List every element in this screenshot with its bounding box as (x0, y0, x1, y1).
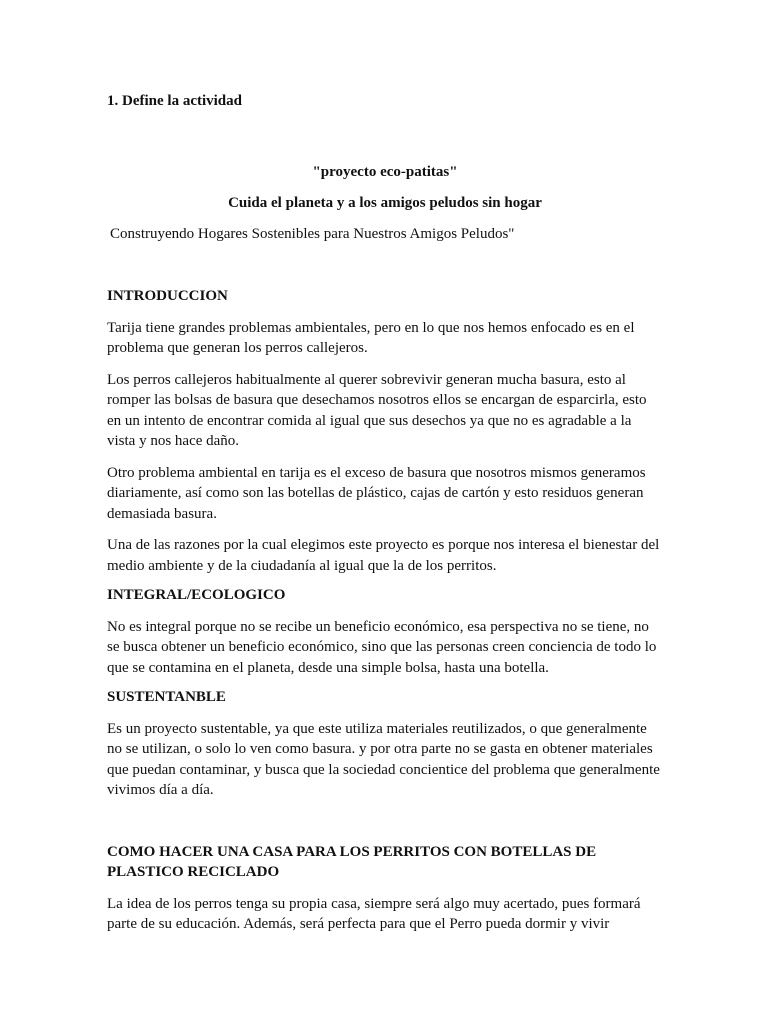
intro-paragraph: Los perros callejeros habitualmente al querer sobrevivir generan mucha basura, esto al romper las bolsas de basura que desechamos nosotros ellos se encargan de esparcirla, esto en un intento de encontrar comida al igual que sus desechos ya que no es agradable a la vista y nos hace daño. (107, 371, 647, 449)
project-title: "proyecto eco-patitas" (312, 163, 458, 180)
document-content (107, 91, 663, 935)
intro-paragraph: Otro problema ambiental en tarija es el exceso de basura que nosotros mismos generamos diariamente, así como son las botellas de plástico, cajas de cartón y esto residuos generan demasiada basura. (107, 464, 646, 522)
integral-heading: INTEGRAL/ECOLOGICO (107, 587, 286, 603)
project-subtitle: Construyendo Hogares Sostenibles para Nuestros Amigos Peludos" (110, 225, 515, 242)
intro-paragraph: Tarija tiene grandes problemas ambientales, pero en lo que nos hemos enfocado es en el problema que generan los perros callejeros. (107, 319, 635, 356)
sustentable-heading: SUSTENTANBLE (107, 689, 226, 705)
project-tagline: Cuida el planeta y a los amigos peludos sin hogar (228, 195, 542, 211)
casa-heading: COMO HACER UNA CASA PARA LOS PERRITOS CON BOTELLAS DE PLASTICO RECICLADO (107, 843, 597, 880)
sustentable-paragraph: Es un proyecto sustentable, ya que este utiliza materiales reutilizados, o que generalmente no se utilizan, o solo lo ven como basura. y por otra parte no se gasta en obtener materiales que puedan contaminar, y busca que la sociedad concientice del problema que generalmente vivimos día a día. (107, 720, 660, 798)
intro-heading: INTRODUCCION (107, 288, 228, 304)
integral-paragraph: No es integral porque no se recibe un beneficio económico, esa perspectiva no se tiene, no se busca obtener un beneficio económico, sino que las personas creen conciencia de todo lo que se contamina en el planeta, desde una simple bolsa, hasta una botella. (107, 618, 657, 676)
casa-paragraph: La idea de los perros tenga su propia casa, siempre será algo muy acertado, pues formará parte de su educación. Además, será perfecta para que el Perro pueda dormir y vivir (107, 895, 641, 932)
section-heading-define: 1. Define la actividad (107, 93, 242, 109)
intro-paragraph: Una de las razones por la cual elegimos este proyecto es porque nos interesa el bienestar del medio ambiente y de la ciudadanía al igual que la de los perritos. (107, 537, 660, 574)
